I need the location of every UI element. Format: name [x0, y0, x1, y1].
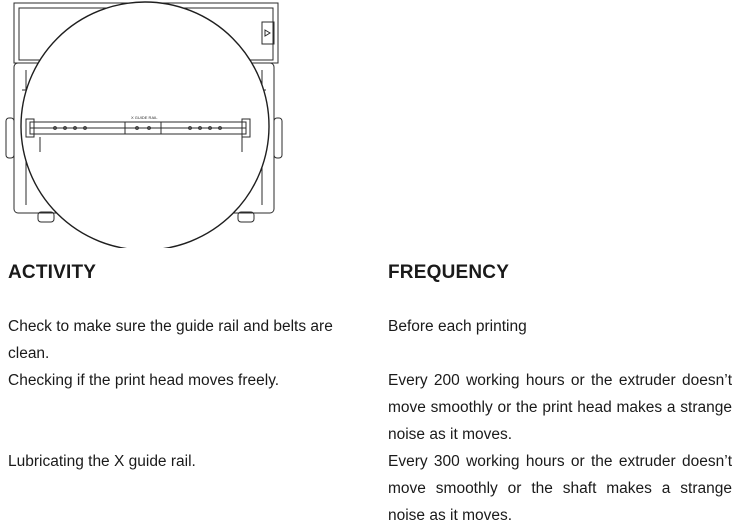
left-knob: [6, 118, 14, 158]
activity-cell: Checking if the print head moves freely.: [8, 372, 280, 389]
frequency-cell: Every 300 working hours or the extruder doesn’t move smoothly or the shaft makes a strange noise as it moves.: [388, 453, 732, 524]
table-row: [8, 367, 353, 394]
rail-label: X GUIDE RAIL: [131, 115, 158, 120]
right-knob: [274, 118, 282, 158]
table-row: [388, 367, 732, 448]
activity-cell: Lubricating the X guide rail.: [8, 453, 196, 470]
printer-top-view-diagram: [0, 0, 290, 248]
frequency-header: FREQUENCY: [388, 262, 510, 283]
table-row: [8, 313, 353, 367]
frequency-cell: Every 200 working hours or the extruder doesn’t move smoothly or the print head makes a strange noise as it moves.: [388, 372, 732, 443]
printer-diagram-svg: [0, 0, 290, 248]
table-row: [388, 448, 732, 529]
table-row: [388, 313, 732, 340]
activity-header: ACTIVITY: [8, 262, 97, 283]
frequency-cell: Before each printing: [388, 318, 527, 335]
activity-cell: Check to make sure the guide rail and belts are clean.: [8, 318, 333, 362]
table-row: [8, 448, 353, 475]
magnifier-circle: [21, 2, 269, 248]
